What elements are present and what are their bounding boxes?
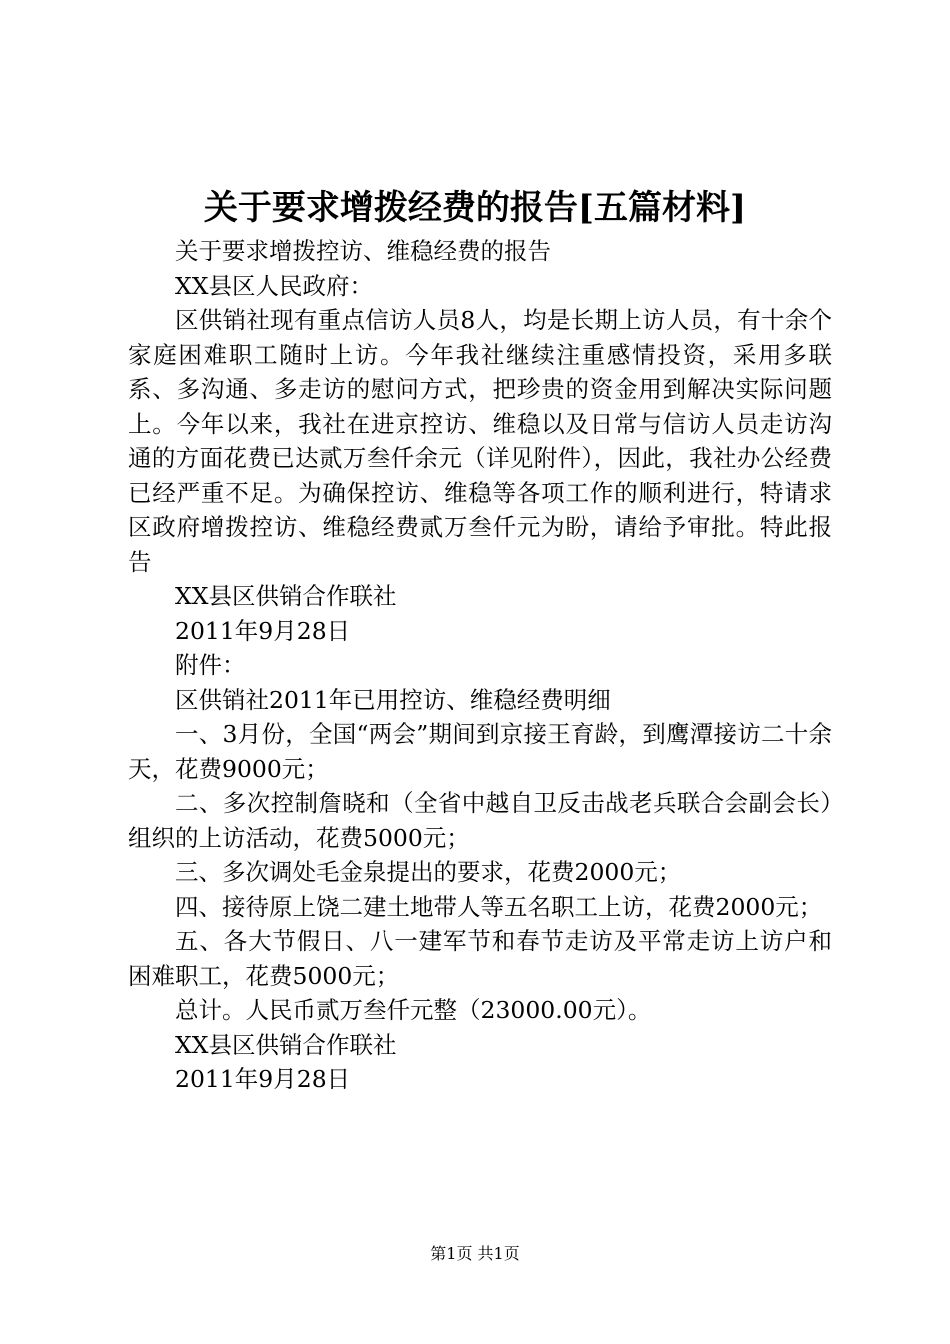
expense-item-5: 五、各大节假日、八一建军节和春节走访及平常走访上访户和困难职工，花费5000元； (128, 927, 832, 990)
signature-date: 2011年9月28日 (175, 616, 351, 645)
expense-item-3: 三、多次调处毛金泉提出的要求，花费2000元； (175, 858, 682, 886)
body-paragraph: 区供销社现有重点信访人员8人，均是长期上访人员，有十余个家庭困难职工随时上访。今年我社继续注重感情投资，采用多联系、多沟通、多走访的慰问方式，把珍贵的资金用到解决实际问题上。今年以来，我社在进京控访、维稳以及日常与信访人员走访沟通的方面花费已达贰万叁仟余元（详见附件），因此，我社办公经费已经严重不足。为确保控访、维稳等各项工作的顺利进行，特请求区政府增拨控访、维稳经费贰万叁仟元为盼，请给予审批。特此报告 (128, 306, 832, 576)
attachment-title: 区供销社2011年已用控访、维稳经费明细 (175, 685, 611, 714)
signature-org: XX县区供销合作联社 (175, 582, 397, 610)
attachment-label: 附件： (175, 651, 246, 679)
page-number-footer: 第1页 共1页 (430, 1244, 520, 1263)
document-title: 关于要求增拨经费的报告[五篇材料] (203, 188, 747, 228)
closing-org: XX县区供销合作联社 (175, 1030, 397, 1059)
expense-total: 总计。人民币贰万叁仟元整（23000.00元）。 (175, 996, 652, 1024)
closing-date: 2011年9月28日 (175, 1065, 351, 1093)
document-body (128, 234, 832, 1097)
expense-item-2: 二、多次控制詹晓和（全省中越自卫反击战老兵联合会副会长）组织的上访活动，花费5000元； (128, 789, 832, 852)
expense-item-1: 一、3月份，全国“两会”期间到京接王育龄，到鹰潭接访二十余天，花费9000元； (128, 720, 832, 783)
report-subtitle: 关于要求增拨控访、维稳经费的报告 (175, 237, 551, 265)
expense-item-4: 四、接待原上饶二建土地带人等五名职工上访，花费2000元； (175, 892, 823, 921)
recipient-line: XX县区人民政府： (175, 271, 373, 300)
